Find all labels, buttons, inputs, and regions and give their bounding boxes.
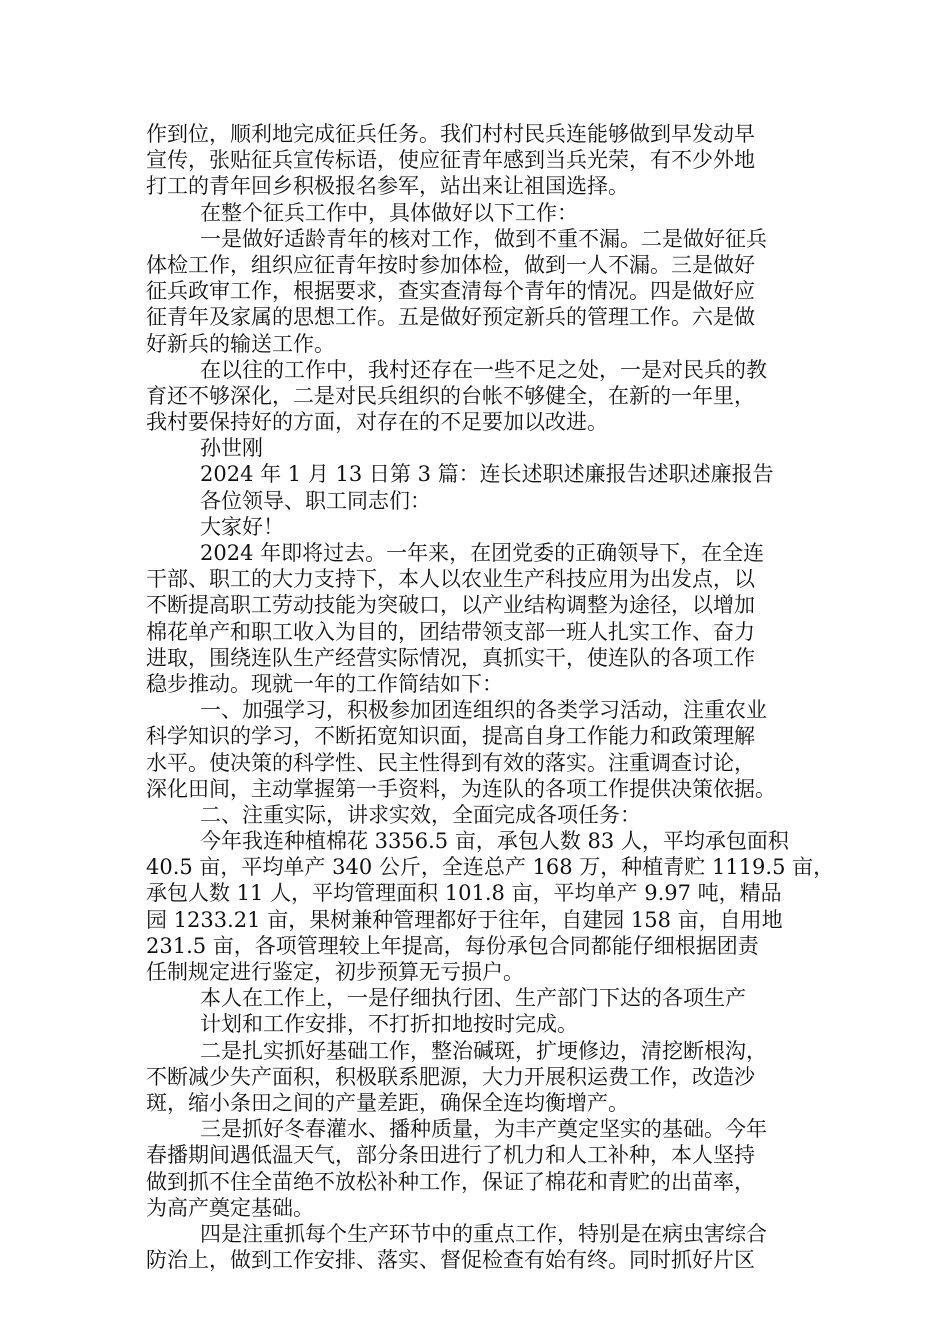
- text-line: 防治上，做到工作安排、落实、督促检查有始有终。同时抓好片区: [146, 1248, 755, 1273]
- text-line: 科学知识的学习，不断拓宽知识面，提高自身工作能力和政策理解: [146, 724, 755, 749]
- text-line: 斑，缩小条田之间的产量差距，确保全连均衡增产。: [146, 1090, 629, 1115]
- text-line: 2024 年即将过去。一年来，在团党委的正确领导下，在全连: [200, 541, 765, 565]
- text-line: 园 1233.21 亩，果树兼种管理都好于往年，自建园 158 亩，自用地: [146, 907, 783, 932]
- text-line: 2024 年 1 月 13 日第 3 篇：连长述职述廉报告述职述廉报告: [200, 462, 774, 487]
- text-line: 水平。使决策的科学性、民主性得到有效的落实。注重调查讨论，: [146, 750, 755, 775]
- text-line: 做到抓不住全苗绝不放松补种工作，保证了棉花和青贮的出苗率，: [146, 1169, 755, 1194]
- text-line: 一、加强学习，积极参加团连组织的各类学习活动，注重农业: [200, 698, 767, 723]
- text-line: 征青年及家属的思想工作。五是做好预定新兵的管理工作。六是做: [146, 305, 755, 330]
- document-body: [146, 121, 835, 1273]
- text-line: 四是注重抓每个生产环节中的重点工作，特别是在病虫害综合: [200, 1221, 767, 1246]
- text-line: 棉花单产和职工收入为目的，团结带领支部一班人扎实工作、奋力: [146, 619, 755, 644]
- text-line: 宣传，张贴征兵宣传标语，使应征青年感到当兵光荣，有不少外地: [146, 148, 755, 173]
- text-line: 承包人数 11 人，平均管理面积 101.8 亩，平均单产 9.97 吨，精品: [146, 881, 782, 906]
- text-line: 为高产奠定基础。: [146, 1195, 314, 1220]
- text-line: 稳步推动。现就一年的工作简结如下：: [146, 671, 503, 696]
- text-line: 在整个征兵工作中，具体做好以下工作：: [200, 200, 578, 225]
- text-line: 我村要保持好的方面，对存在的不足要加以改进。: [146, 410, 608, 435]
- text-line: 育还不够深化，二是对民兵组织的台帐不够健全，在新的一年里，: [146, 383, 755, 408]
- text-line: 今年我连种植棉花 3356.5 亩，承包人数 83 人，平均承包面积: [200, 829, 789, 854]
- text-line: 深化田间，主动掌握第一手资料，为连队的各项工作提供决策依据。: [146, 776, 776, 801]
- text-line: 计划和工作安排，不打折扣地按时完成。: [200, 1012, 578, 1037]
- text-line: 不断减少失产面积，积极联系肥源，大力开展积运费工作，改造沙: [146, 1064, 755, 1089]
- text-line: 三是抓好冬春灌水、播种质量，为丰产奠定坚实的基础。今年: [200, 1117, 767, 1142]
- text-line: 征兵政审工作，根据要求，查实查清每个青年的情况。四是做好应: [146, 279, 755, 304]
- text-line: 231.5 亩，各项管理较上年提高，每份承包合同都能仔细根据团责: [146, 933, 759, 958]
- text-line: 春播期间遇低温天气，部分条田进行了机力和人工补种，本人坚持: [146, 1143, 755, 1168]
- text-line: 本人在工作上，一是仔细执行团、生产部门下达的各项生产: [200, 986, 746, 1011]
- text-line: 体检工作，组织应征青年按时参加体检，做到一人不漏。三是做好: [146, 252, 755, 277]
- text-line: 40.5 亩，平均单产 340 公斤，全连总产 168 万，种植青贮 1119.5 亩，: [146, 855, 835, 880]
- text-line: 作到位，顺利地完成征兵任务。我们村村民兵连能够做到早发动早: [146, 122, 755, 146]
- text-line: 打工的青年回乡积极报名参军，站出来让祖国选择。: [146, 174, 629, 199]
- text-line: 在以往的工作中，我村还存在一些不足之处，一是对民兵的教: [200, 357, 767, 382]
- text-line: 各位领导、职工同志们：: [200, 488, 431, 513]
- text-line: 一是做好适龄青年的核对工作，做到不重不漏。二是做好征兵: [200, 226, 767, 251]
- text-line: 进取，围绕连队生产经营实际情况，真抓实干，使连队的各项工作: [146, 645, 755, 670]
- text-line: 干部、职工的大力支持下，本人以农业生产科技应用为出发点，以: [146, 567, 755, 592]
- text-line: 大家好！: [200, 514, 284, 539]
- text-line: 二是扎实抓好基础工作，整治碱斑，扩埂修边，清挖断根沟，: [200, 1038, 767, 1063]
- text-line: 好新兵的输送工作。: [146, 331, 335, 356]
- text-line: 不断提高职工劳动技能为突破口，以产业结构调整为途径，以增加: [146, 593, 755, 618]
- text-line: 二、注重实际，讲求实效，全面完成各项任务：: [200, 802, 641, 827]
- text-line: 任制规定进行鉴定，初步预算无亏损户。: [146, 960, 524, 984]
- text-line: 孙世刚: [200, 436, 263, 461]
